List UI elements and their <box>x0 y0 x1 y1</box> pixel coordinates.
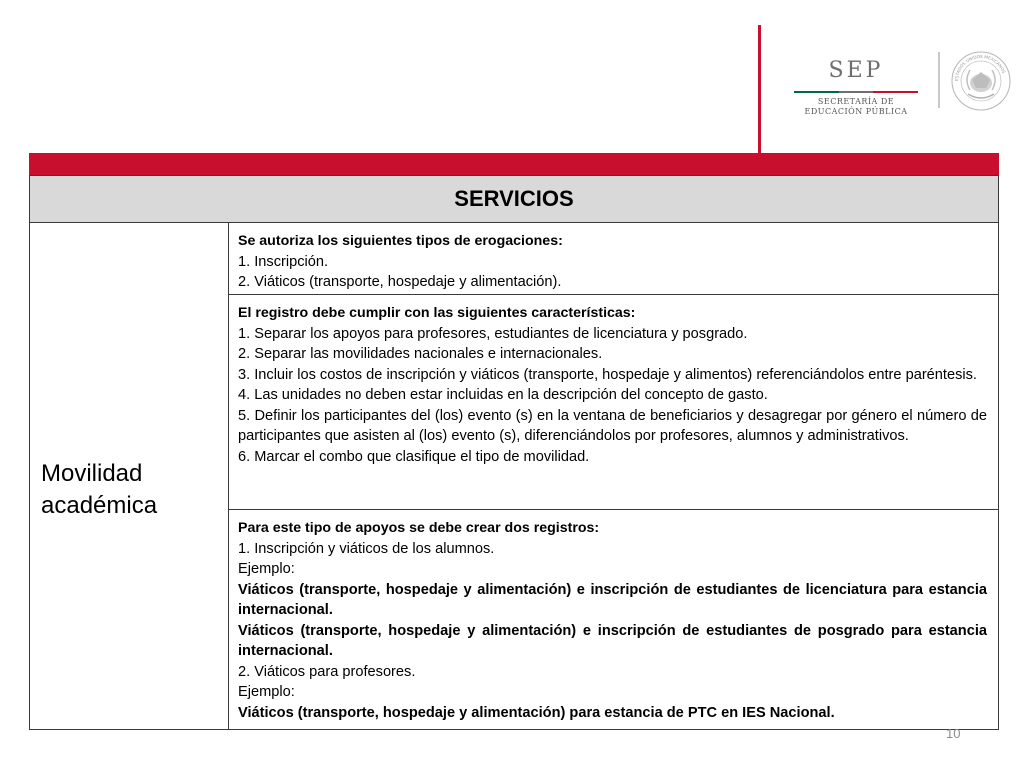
header-accent-line <box>758 25 761 153</box>
authorized-expenses-block <box>229 223 998 295</box>
example-text: Viáticos (transporte, hospedaje y alimentación) para estancia de PTC en IES Nacional. <box>238 704 835 721</box>
list-item: 2. Viáticos para profesores. <box>238 663 416 680</box>
example-text: Viáticos (transporte, hospedaje y alimentación) e inscripción de estudiantes de posgrado para estancia internacional. <box>238 622 987 659</box>
services-table <box>29 175 999 730</box>
logo-divider <box>938 52 940 108</box>
page-number: 10 <box>946 726 961 741</box>
sep-logo-line1: SECRETARÍA DE <box>817 97 895 106</box>
registration-requirements-block <box>229 295 998 510</box>
list-item: 1. Inscripción y viáticos de los alumnos. <box>238 540 495 557</box>
list-item: 5. Definir los participantes del (los) evento (s) en la ventana de beneficiarios y desagregar por género el número de participantes que asisten al (los) evento (s), diferenciándolos por profesores, alumnos y administrativos. <box>238 407 987 444</box>
sep-logo-line2: EDUCACIÓN PÚBLICA <box>804 107 908 116</box>
red-header-bar <box>29 153 999 175</box>
sep-logo <box>792 58 920 118</box>
list-item: 1. Separar los apoyos para profesores, estudiantes de licenciatura y posgrado. <box>238 325 748 342</box>
list-item: 2. Separar las movilidades nacionales e internacionales. <box>238 346 603 362</box>
example-text: Viáticos (transporte, hospedaje y alimentación) e inscripción de estudiantes de licenciatura para estancia internacional. <box>238 581 987 618</box>
table-body <box>30 223 998 729</box>
table-title: SERVICIOS <box>30 176 998 223</box>
two-registrations-block <box>229 510 998 729</box>
sep-logo-title: SEP <box>828 58 884 83</box>
list-item: 4. Las unidades no deben estar incluidas en la descripción del concepto de gasto. <box>238 387 768 403</box>
list-item: 1. Inscripción. <box>238 253 329 270</box>
list-item: 6. Marcar el combo que clasifique el tipo de movilidad. <box>238 448 590 465</box>
block-heading: Para este tipo de apoyos se debe crear dos registros: <box>238 520 600 536</box>
block-heading: Se autoriza los siguientes tipos de erogaciones: <box>238 233 563 249</box>
details-column <box>229 223 998 729</box>
national-seal-icon <box>950 50 1012 112</box>
row-label: Movilidad académica <box>41 460 158 519</box>
block-heading: El registro debe cumplir con las siguientes características: <box>238 305 636 321</box>
row-label-cell <box>30 223 229 729</box>
list-item: 3. Incluir los costos de inscripción y viáticos (transporte, hospedaje y alimentos) referenciándolos entre paréntesis. <box>238 366 977 383</box>
example-label: Ejemplo: <box>238 684 295 700</box>
list-item: 2. Viáticos (transporte, hospedaje y alimentación). <box>238 274 562 290</box>
example-label: Ejemplo: <box>238 561 295 577</box>
sep-logo-bar <box>794 91 918 93</box>
seal-text: ESTADOS UNIDOS MEXICANOS <box>953 53 1007 82</box>
